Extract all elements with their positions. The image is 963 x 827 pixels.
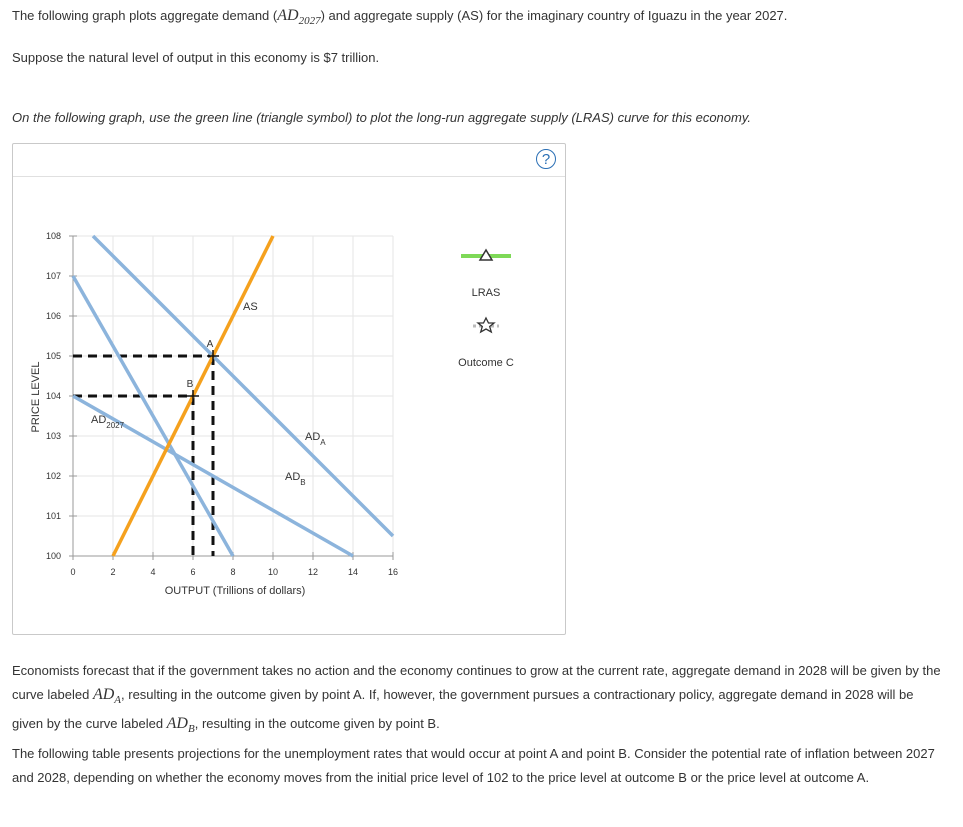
lras-tool[interactable] [461, 250, 511, 299]
instruction-text: On the following graph, use the green line (triangle symbol) to plot the long-run aggregate supply (LRAS) curve for this economy. [12, 110, 751, 125]
ad-as-chart[interactable] [13, 144, 565, 634]
outcome-tool-label: Outcome C [458, 357, 514, 369]
star-icon[interactable] [478, 318, 494, 332]
x-tick-label: 4 [150, 567, 156, 577]
x-tick-label: 8 [230, 567, 236, 577]
outro-paragraph-2: The following table presents projections for the unemployment rates that would occur at point A and point B. Consider the potential rate of inflation between 2027 and 2028, depending on whether the economy moves from the initial price level of 102 to the price level at outcome B or the price level at outcome A. [12, 746, 935, 785]
y-tick-label: 100 [45, 551, 61, 561]
curve-label-ad-b: $AD_B$ [285, 471, 306, 487]
y-tick-label: 106 [45, 311, 61, 321]
curve-label-ad-a: $AD_A$ [305, 431, 326, 447]
outro-paragraph-1: Economists forecast that if the government takes no action and the economy continues to grow at the current rate, aggregate demand in 2028 will be given by the curve labeled $AD_A$, resulting in the outcome given by point A. If, however, the government pursues a contractionary policy, aggregate demand in 2028 will be given by the curve labeled $AD_B$, resulting in the outcome given by point B. [12, 663, 941, 736]
y-tick-label: 108 [45, 231, 61, 241]
point-label-b: B [186, 379, 194, 390]
y-tick-label: 107 [45, 271, 61, 281]
ad-2027-math: $AD_{2027}$ [277, 7, 321, 28]
intro-line-2: Suppose the natural level of output in this economy is $7 trillion. [12, 50, 380, 65]
x-tick-label: 0 [70, 567, 76, 577]
intro-line-1: The following graph plots aggregate demand $(AD_{2027})$ and aggregate supply (AS) for the imaginary country of Iguazu in the year 2027. [12, 7, 788, 28]
x-tick-label: 12 [307, 567, 319, 577]
x-tick-label: 14 [347, 567, 359, 577]
help-button[interactable]: ? [536, 149, 556, 169]
lras-tool-label: LRAS [471, 287, 501, 299]
outcome-c-tool[interactable] [458, 318, 514, 369]
x-tick-label: 6 [190, 567, 196, 577]
y-tick-label: 101 [45, 511, 61, 521]
point-label-a: A [206, 339, 214, 350]
y-tick-label: 105 [45, 351, 61, 361]
x-tick-label: 10 [267, 567, 279, 577]
curve-label-ad-2027: $AD_{2027}$ [91, 414, 125, 430]
y-axis-title: PRICE LEVEL [30, 361, 42, 433]
ad-b-math: $AD_B$ [166, 715, 195, 736]
y-tick-label: 103 [45, 431, 61, 441]
curve-label-as: AS [243, 301, 258, 313]
curve-ad-a [93, 236, 393, 536]
y-tick-label: 102 [45, 471, 61, 481]
graph-panel [12, 143, 566, 635]
x-axis-title: OUTPUT (Trillions of dollars) [164, 585, 306, 597]
x-tick-label: 2 [110, 567, 116, 577]
y-tick-label: 104 [45, 391, 61, 401]
x-tick-label: 16 [387, 567, 399, 577]
ad-a-math: $AD_A$ [92, 686, 122, 707]
